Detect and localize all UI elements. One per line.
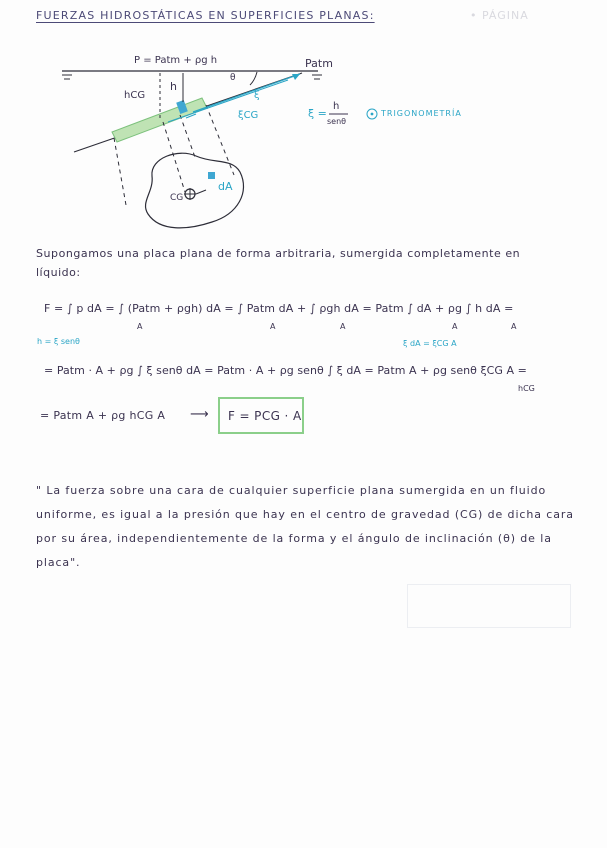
hcg-label: hCG bbox=[124, 90, 146, 101]
equation-1: F = ∫ p dA = ∫ (Patm + ρgh) dA = ∫ Patm dA + ∫ ρgh dA = Patm ∫ dA + ρg ∫ h dA = bbox=[44, 302, 514, 315]
page-title: FUERZAS HIDROSTÁTICAS EN SUPERFICIES PLANAS: bbox=[36, 9, 375, 22]
integral-subscript-4: A bbox=[452, 322, 458, 331]
result-arrow: ⟶ bbox=[190, 407, 209, 422]
h-label: h bbox=[170, 80, 177, 93]
patm-label: Patm bbox=[305, 57, 333, 70]
integral-subscript-1: A bbox=[137, 322, 143, 331]
equation-2-underbrace-label: hCG bbox=[518, 384, 535, 393]
da-label: dA bbox=[218, 180, 233, 193]
substitution-note-right: ξ dA = ξCG A bbox=[403, 339, 457, 348]
intro-line-1: Supongamos una placa plana de forma arbitraria, sumergida completamente en bbox=[36, 247, 521, 260]
equation-2: = Patm · A + ρg ∫ ξ senθ dA = Patm · A + ρg senθ ∫ ξ dA = Patm A + ρg senθ ξCG A = bbox=[44, 364, 527, 377]
pressure-label: P = Patm + ρg h bbox=[134, 55, 218, 66]
xi-formula-numerator: h bbox=[333, 101, 340, 112]
integral-subscript-5: A bbox=[511, 322, 517, 331]
faint-bleedthrough-text: • PÁGINA bbox=[470, 9, 529, 22]
cg-label: CG bbox=[170, 193, 184, 203]
xi-formula-denominator: senθ bbox=[327, 117, 347, 126]
xi-formula-lhs: ξ = bbox=[308, 107, 327, 120]
xicg-label: ξCG bbox=[238, 110, 259, 121]
xi-label: ξ bbox=[254, 90, 260, 101]
conclusion-quote: " La fuerza sobre una cara de cualquier superficie plana sumergida en un fluido uniforme, es igual a la presión que hay en el centro de gravedad (CG) de dicha cara por su área, independientemente de la forma y el ángulo de inclinación (θ) de la placa". bbox=[36, 484, 574, 569]
integral-subscript-2: A bbox=[270, 322, 276, 331]
faint-bleedthrough-box bbox=[407, 584, 571, 628]
trig-note: TRIGONOMETRÍA bbox=[381, 109, 462, 118]
substitution-note-left: h = ξ senθ bbox=[37, 337, 80, 346]
intro-line-2: líquido: bbox=[36, 266, 81, 279]
result-formula: F = PCG · A bbox=[228, 409, 302, 423]
theta-label: θ bbox=[230, 73, 236, 83]
equation-3: = Patm A + ρg hCG A bbox=[40, 409, 166, 422]
submerged-plate-diagram bbox=[0, 0, 607, 240]
integral-subscript-3: A bbox=[340, 322, 346, 331]
